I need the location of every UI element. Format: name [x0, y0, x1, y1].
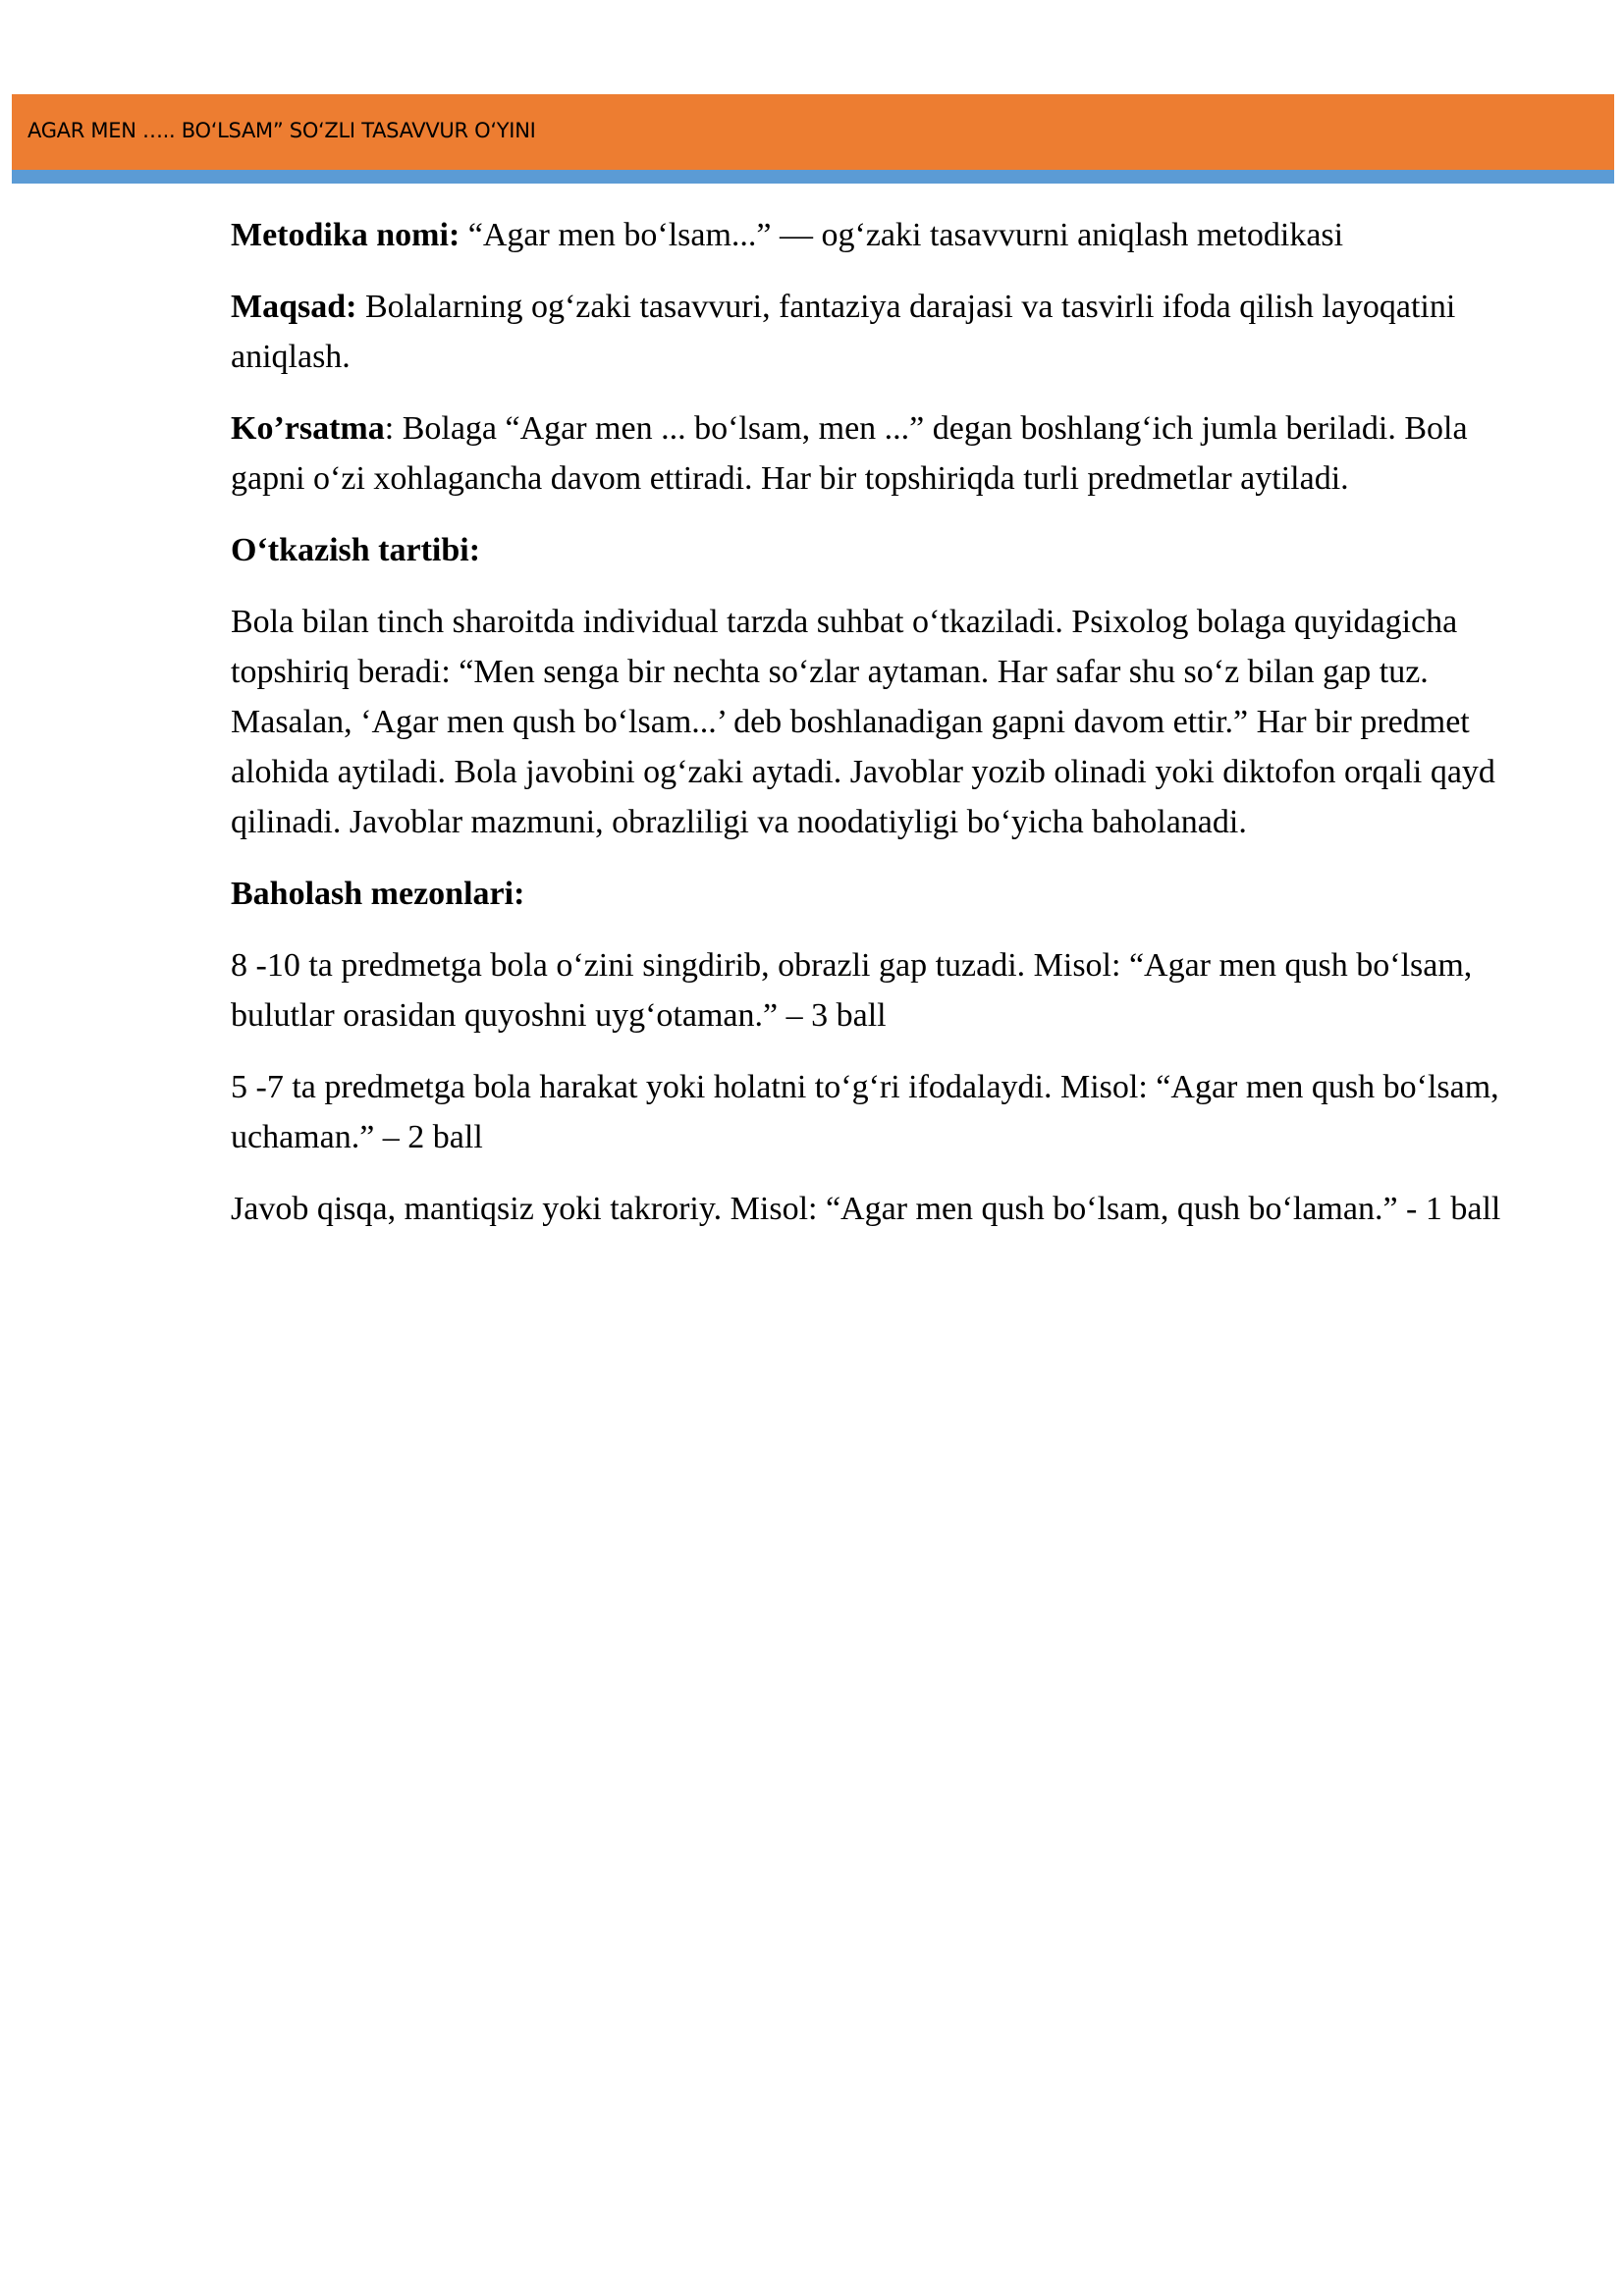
document-body	[231, 210, 1507, 1255]
criterion-3-ball: 8 -10 ta predmetga bola o‘zini singdirib, obrazli gap tuzadi. Misol: “Agar men qush bo‘lsam, bulutlar orasidan quyoshni uyg‘otaman.” – 3 ball	[231, 947, 1473, 1034]
korsatma-text: : Bolaga “Agar men ... bo‘lsam, men ...” degan boshlang‘ich jumla beriladi. Bola gapni o‘zi xohlagancha davom ettiradi. Har bir topshiriqda turli predmetlar aytiladi.	[231, 410, 1468, 497]
baholash-heading: Baholash mezonlari:	[231, 876, 525, 912]
otkazish-heading: O‘tkazish tartibi:	[231, 532, 481, 568]
korsatma-paragraph	[231, 403, 1507, 504]
page-header	[12, 94, 1614, 170]
maqsad-paragraph	[231, 282, 1507, 382]
criterion-2-ball: 5 -7 ta predmetga bola harakat yoki holatni to‘g‘ri ifodalaydi. Misol: “Agar men qush bo‘lsam, uchaman.” – 2 ball	[231, 1069, 1499, 1155]
metodika-text: “Agar men bo‘lsam...” — og‘zaki tasavvurni aniqlash metodikasi	[460, 217, 1344, 253]
korsatma-label: Ko’rsatma	[231, 410, 385, 447]
metodika-label: Metodika nomi:	[231, 217, 460, 253]
header-stripe	[12, 170, 1614, 184]
header-title: AGAR MEN ….. BO‘LSAM” SO‘ZLI TASAVVUR O‘YINI	[27, 119, 536, 142]
metodika-paragraph	[231, 210, 1507, 260]
criterion-1-ball: Javob qisqa, mantiqsiz yoki takroriy. Misol: “Agar men qush bo‘lsam, qush bo‘laman.” - 1 ball	[231, 1191, 1501, 1227]
maqsad-text: Bolalarning og‘zaki tasavvuri, fantaziya darajasi va tasvirli ifoda qilish layoqatini aniqlash.	[231, 289, 1456, 375]
otkazish-paragraph: Bola bilan tinch sharoitda individual tarzda suhbat o‘tkaziladi. Psixolog bolaga quyidagicha topshiriq beradi: “Men senga bir nechta so‘zlar aytaman. Har safar shu so‘z bilan gap tuz. Masalan, ‘Agar men qush bo‘lsam...’ deb boshlanadigan gapni davom ettir.” Har bir predmet alohida aytiladi. Bola javobini og‘zaki aytadi. Javoblar yozib olinadi yoki diktofon orqali qayd qilinadi. Javoblar mazmuni, obrazliligi va noodatiyligi bo‘yicha baholanadi.	[231, 604, 1495, 840]
maqsad-label: Maqsad:	[231, 289, 357, 325]
